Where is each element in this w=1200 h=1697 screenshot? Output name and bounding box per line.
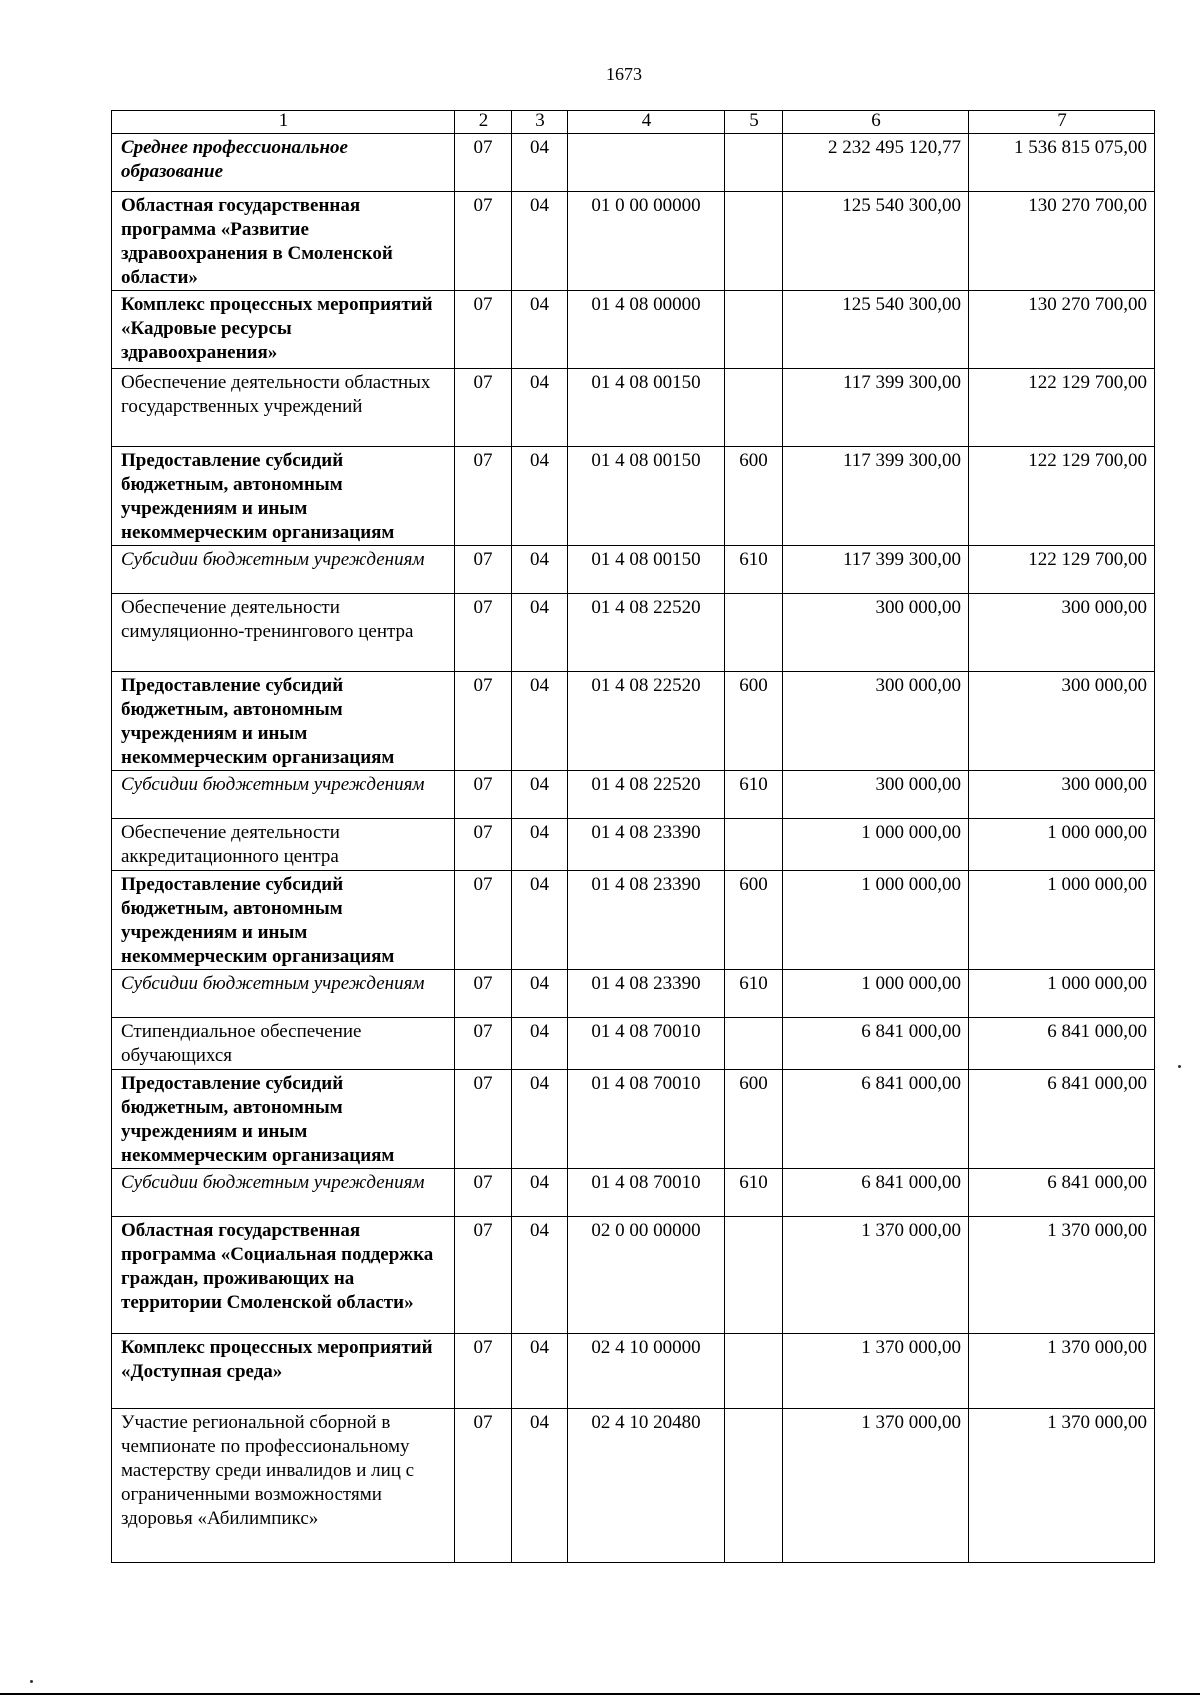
row-section-cell: 07 [455,1169,512,1217]
row-subsection-cell: 04 [512,134,568,192]
row-subsection-cell: 04 [512,871,568,970]
row-amount-year1-cell: 1 000 000,00 [783,970,969,1018]
row-amount-year2-cell: 6 841 000,00 [969,1018,1155,1070]
row-target-code-cell: 01 4 08 70010 [568,1018,725,1070]
header-cell-5: 5 [725,111,783,134]
row-expense-type-cell: 600 [725,672,783,771]
row-expense-type-cell [725,192,783,291]
row-target-code-cell: 02 4 10 00000 [568,1334,725,1409]
row-section-cell: 07 [455,819,512,871]
row-amount-year2-cell: 122 129 700,00 [969,546,1155,594]
row-amount-year1-cell: 2 232 495 120,77 [783,134,969,192]
header-cell-6: 6 [783,111,969,134]
row-amount-year2-cell: 1 000 000,00 [969,819,1155,871]
row-amount-year2-cell: 300 000,00 [969,672,1155,771]
row-subsection-cell: 04 [512,1018,568,1070]
row-amount-year1-cell: 6 841 000,00 [783,1018,969,1070]
row-name-cell: Субсидии бюджетным учреждениям [112,546,455,594]
row-name-cell: Участие региональной сборной в чемпионате по профессиональному мастерству среди инвалидов и лиц с ограниченными возможностями здоровья «Абилимпикс» [112,1409,455,1563]
row-amount-year1-cell: 125 540 300,00 [783,291,969,369]
page-number: 1673 [606,64,642,84]
row-section-cell: 07 [455,369,512,447]
row-expense-type-cell [725,594,783,672]
row-target-code-cell: 01 4 08 70010 [568,1169,725,1217]
row-amount-year1-cell: 6 841 000,00 [783,1070,969,1169]
row-subsection-cell: 04 [512,970,568,1018]
row-subsection-cell: 04 [512,192,568,291]
row-target-code-cell: 01 4 08 00150 [568,546,725,594]
row-subsection-cell: 04 [512,447,568,546]
row-amount-year1-cell: 1 370 000,00 [783,1409,969,1563]
row-name-cell: Обеспечение деятельности областных государственных учреждений [112,369,455,447]
row-target-code-cell: 01 4 08 23390 [568,819,725,871]
row-name-cell: Предоставление субсидий бюджетным, автономным учреждениям и иным некоммерческим организациям [112,447,455,546]
row-subsection-cell: 04 [512,771,568,819]
row-amount-year1-cell: 300 000,00 [783,771,969,819]
row-amount-year2-cell: 6 841 000,00 [969,1169,1155,1217]
row-amount-year1-cell: 1 370 000,00 [783,1217,969,1334]
row-subsection-cell: 04 [512,1409,568,1563]
row-expense-type-cell [725,134,783,192]
table-row [112,1018,1155,1070]
table-row [112,192,1155,291]
row-expense-type-cell: 600 [725,871,783,970]
row-section-cell: 07 [455,1018,512,1070]
row-section-cell: 07 [455,134,512,192]
table-row [112,771,1155,819]
table-row [112,369,1155,447]
table-row [112,672,1155,771]
row-section-cell: 07 [455,1217,512,1334]
row-target-code-cell: 01 4 08 70010 [568,1070,725,1169]
row-target-code-cell: 01 0 00 00000 [568,192,725,291]
row-target-code-cell: 01 4 08 00150 [568,369,725,447]
scan-dot [1178,1065,1181,1068]
row-section-cell: 07 [455,1334,512,1409]
header-cell-4: 4 [568,111,725,134]
table-row [112,546,1155,594]
row-amount-year1-cell: 1 000 000,00 [783,819,969,871]
row-amount-year2-cell: 130 270 700,00 [969,291,1155,369]
row-subsection-cell: 04 [512,1334,568,1409]
row-section-cell: 07 [455,970,512,1018]
row-subsection-cell: 04 [512,291,568,369]
row-section-cell: 07 [455,871,512,970]
row-amount-year2-cell: 1 370 000,00 [969,1217,1155,1334]
row-subsection-cell: 04 [512,1169,568,1217]
row-subsection-cell: 04 [512,369,568,447]
row-expense-type-cell: 610 [725,771,783,819]
row-name-cell: Субсидии бюджетным учреждениям [112,970,455,1018]
row-section-cell: 07 [455,192,512,291]
row-target-code-cell: 02 4 10 20480 [568,1409,725,1563]
row-expense-type-cell [725,291,783,369]
row-name-cell: Субсидии бюджетным учреждениям [112,771,455,819]
row-amount-year2-cell: 300 000,00 [969,594,1155,672]
row-name-cell: Стипендиальное обеспечение обучающихся [112,1018,455,1070]
scan-dot [30,1680,33,1683]
row-amount-year1-cell: 300 000,00 [783,672,969,771]
row-target-code-cell [568,134,725,192]
table-row [112,134,1155,192]
row-expense-type-cell [725,1018,783,1070]
row-amount-year2-cell: 1 370 000,00 [969,1334,1155,1409]
row-expense-type-cell: 610 [725,1169,783,1217]
row-expense-type-cell [725,819,783,871]
row-amount-year1-cell: 1 370 000,00 [783,1334,969,1409]
table-header-row [112,111,1155,134]
row-target-code-cell: 02 0 00 00000 [568,1217,725,1334]
row-subsection-cell: 04 [512,1217,568,1334]
row-amount-year2-cell: 122 129 700,00 [969,447,1155,546]
row-section-cell: 07 [455,447,512,546]
row-expense-type-cell: 610 [725,970,783,1018]
row-expense-type-cell [725,1217,783,1334]
row-amount-year1-cell: 1 000 000,00 [783,871,969,970]
row-name-cell: Комплекс процессных мероприятий «Кадровые ресурсы здравоохранения» [112,291,455,369]
table-row [112,1070,1155,1169]
row-section-cell: 07 [455,1409,512,1563]
row-name-cell: Обеспечение деятельности аккредитационного центра [112,819,455,871]
header-cell-2: 2 [455,111,512,134]
row-target-code-cell: 01 4 08 00150 [568,447,725,546]
row-name-cell: Предоставление субсидий бюджетным, автономным учреждениям и иным некоммерческим организациям [112,1070,455,1169]
row-amount-year2-cell: 1 536 815 075,00 [969,134,1155,192]
budget-table [111,110,1155,1563]
row-amount-year1-cell: 125 540 300,00 [783,192,969,291]
row-name-cell: Комплекс процессных мероприятий «Доступная среда» [112,1334,455,1409]
row-expense-type-cell: 600 [725,447,783,546]
row-target-code-cell: 01 4 08 00000 [568,291,725,369]
row-name-cell: Обеспечение деятельности симуляционно-тренингового центра [112,594,455,672]
row-section-cell: 07 [455,672,512,771]
row-target-code-cell: 01 4 08 22520 [568,672,725,771]
row-section-cell: 07 [455,291,512,369]
table-row [112,291,1155,369]
table-row [112,1334,1155,1409]
row-name-cell: Среднее профессиональное образование [112,134,455,192]
row-amount-year2-cell: 1 000 000,00 [969,871,1155,970]
row-target-code-cell: 01 4 08 23390 [568,970,725,1018]
row-section-cell: 07 [455,594,512,672]
row-amount-year2-cell: 1 000 000,00 [969,970,1155,1018]
table-row [112,970,1155,1018]
row-section-cell: 07 [455,546,512,594]
row-target-code-cell: 01 4 08 22520 [568,771,725,819]
row-amount-year2-cell: 6 841 000,00 [969,1070,1155,1169]
header-cell-7: 7 [969,111,1155,134]
row-subsection-cell: 04 [512,672,568,771]
table-row [112,1169,1155,1217]
row-amount-year2-cell: 1 370 000,00 [969,1409,1155,1563]
row-name-cell: Областная государственная программа «Социальная поддержка граждан, проживающих на территории Смоленской области» [112,1217,455,1334]
row-expense-type-cell [725,1334,783,1409]
row-subsection-cell: 04 [512,819,568,871]
row-expense-type-cell [725,1409,783,1563]
header-cell-3: 3 [512,111,568,134]
table-row [112,871,1155,970]
row-expense-type-cell: 600 [725,1070,783,1169]
row-amount-year1-cell: 117 399 300,00 [783,447,969,546]
row-expense-type-cell: 610 [725,546,783,594]
table-row [112,594,1155,672]
row-section-cell: 07 [455,1070,512,1169]
table-row [112,819,1155,871]
header-cell-1: 1 [112,111,455,134]
row-subsection-cell: 04 [512,1070,568,1169]
row-amount-year2-cell: 122 129 700,00 [969,369,1155,447]
scan-edge-line [0,1693,1200,1695]
row-amount-year2-cell: 300 000,00 [969,771,1155,819]
row-amount-year1-cell: 117 399 300,00 [783,369,969,447]
row-target-code-cell: 01 4 08 23390 [568,871,725,970]
row-amount-year1-cell: 117 399 300,00 [783,546,969,594]
table-row [112,447,1155,546]
row-subsection-cell: 04 [512,546,568,594]
row-name-cell: Субсидии бюджетным учреждениям [112,1169,455,1217]
row-amount-year2-cell: 130 270 700,00 [969,192,1155,291]
row-amount-year1-cell: 300 000,00 [783,594,969,672]
row-amount-year1-cell: 6 841 000,00 [783,1169,969,1217]
row-name-cell: Предоставление субсидий бюджетным, автономным учреждениям и иным некоммерческим организациям [112,871,455,970]
table-row [112,1409,1155,1563]
row-subsection-cell: 04 [512,594,568,672]
row-name-cell: Областная государственная программа «Развитие здравоохранения в Смоленской области» [112,192,455,291]
table-row [112,1217,1155,1334]
row-target-code-cell: 01 4 08 22520 [568,594,725,672]
row-section-cell: 07 [455,771,512,819]
row-expense-type-cell [725,369,783,447]
row-name-cell: Предоставление субсидий бюджетным, автономным учреждениям и иным некоммерческим организациям [112,672,455,771]
